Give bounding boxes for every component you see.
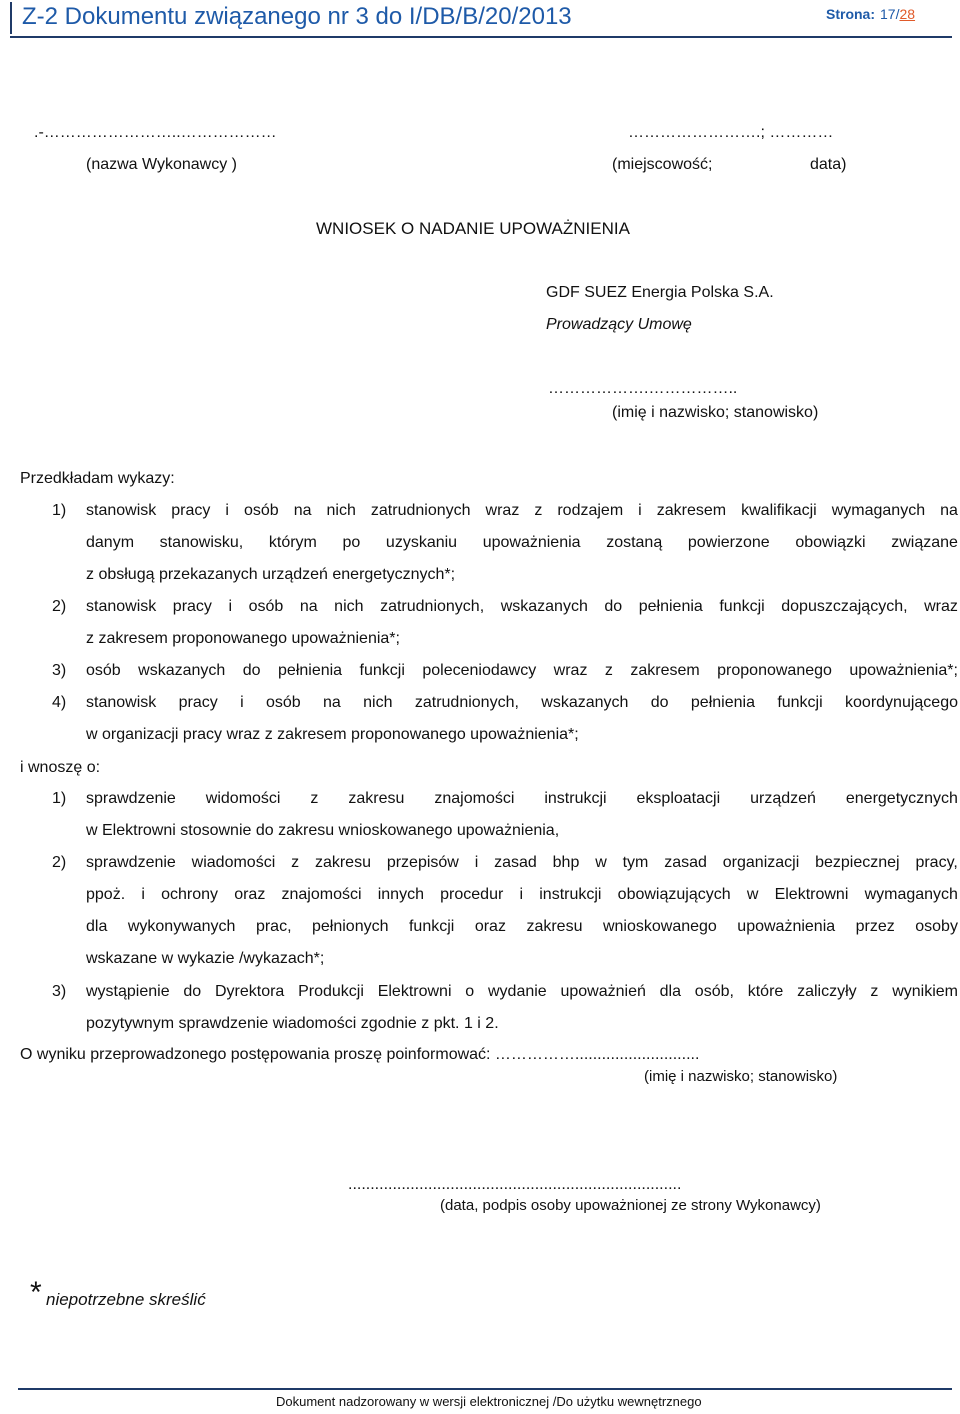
recipient-role: Prowadzący Umowę	[546, 316, 692, 333]
contractor-field-dots: .-……………………..………………	[34, 124, 277, 141]
inform-request: O wyniku przeprowadzonego postępowania proszę poinformować: ……………............................	[20, 1046, 700, 1063]
footnote-asterisk: *	[30, 1276, 42, 1309]
list-item-line: stanowisk pracy i osób na nich zatrudnionych, wskazanych do pełnienia funkcji koordynującego	[86, 694, 958, 711]
footnote-text: niepotrzebne skreślić	[46, 1290, 206, 1309]
date-label: data)	[810, 156, 847, 173]
page-number	[880, 6, 915, 22]
list-item-number: 3)	[52, 662, 67, 679]
list-item-number: 4)	[52, 694, 67, 711]
list-item-line: w Elektrowni stosownie do zakresu wnioskowanego upoważnienia,	[86, 822, 560, 839]
page-label: Strona:	[826, 6, 875, 22]
list-item-line: wskazane w wykazie /wykazach*;	[86, 950, 325, 967]
header-accent-bar	[10, 2, 12, 34]
contractor-label: (nazwa Wykonawcy )	[86, 156, 238, 173]
footer-note: Dokument nadzorowany w wersji elektronicznej /Do użytku wewnętrznego	[276, 1394, 702, 1409]
recipient-name-dots: ……………….……………..	[548, 380, 738, 397]
list-item-line: sprawdzenie wiadomości z zakresu przepisów i zasad bhp w tym zasad organizacji bezpiecznej pracy,	[86, 854, 958, 871]
recipient-name-label: (imię i nazwisko; stanowisko)	[612, 404, 819, 421]
page-current: 17/	[880, 6, 900, 22]
list-item-line: z zakresem proponowanego upoważnienia*;	[86, 630, 400, 647]
place-label: (miejscowość;	[612, 156, 713, 173]
list-item-line: osób wskazanych do pełnienia funkcji poleceniodawcy wraz z zakresem proponowanego upoważnienia*;	[86, 662, 958, 679]
list-item-line: z obsługą przekazanych urządzeń energetycznych*;	[86, 566, 456, 583]
place-date-field-dots: …………………….; …………	[628, 124, 834, 141]
list-item-line: stanowisk pracy i osób na nich zatrudnionych, wskazanych do pełnienia funkcji dopuszczających, wraz	[86, 598, 958, 615]
form-title: WNIOSEK O NADANIE UPOWAŻNIENIA	[316, 219, 630, 238]
section2-intro: i wnoszę o:	[20, 759, 101, 776]
list-item-number: 3)	[52, 983, 67, 1000]
signature-label: (data, podpis osoby upoważnionej ze strony Wykonawcy)	[440, 1197, 821, 1214]
list-item-number: 1)	[52, 790, 67, 807]
list-item-number: 2)	[52, 598, 67, 615]
section1-intro: Przedkładam wykazy:	[20, 470, 175, 487]
recipient-company: GDF SUEZ Energia Polska S.A.	[546, 284, 774, 301]
document-header-title: Z-2 Dokumentu związanego nr 3 do I/DB/B/20/2013	[22, 3, 572, 30]
inform-name-label: (imię i nazwisko; stanowisko)	[644, 1068, 838, 1085]
list-item-line: sprawdzenie widomości z zakresu znajomości instrukcji eksploatacji urządzeń energetycznych	[86, 790, 958, 807]
list-item-line: ppoż. i ochrony oraz znajomości innych procedur i instrukcji obowiązujących w Elektrowni wymaganych	[86, 886, 958, 903]
page-total: 28	[899, 6, 916, 22]
signature-dots: ...........................................................................	[348, 1176, 682, 1193]
list-item-line: wystąpienie do Dyrektora Produkcji Elektrowni o wydanie upoważnień dla osób, które zaliczyły z wynikiem	[86, 983, 958, 1000]
list-item-number: 2)	[52, 854, 67, 871]
list-item-line: dla wykonywanych prac, pełnionych funkcji oraz zakresu wnioskowanego upoważnienia przez osoby	[86, 918, 958, 935]
footer-divider	[18, 1388, 952, 1390]
list-item-number: 1)	[52, 502, 67, 519]
list-item-line: pozytywnym sprawdzenie wiadomości zgodnie z pkt. 1 i 2.	[86, 1015, 499, 1032]
list-item-line: stanowisk pracy i osób na nich zatrudnionych wraz z rodzajem i zakresem kwalifikacji wymaganych na	[86, 502, 958, 519]
header-divider	[10, 36, 952, 38]
list-item-line: w organizacji pracy wraz z zakresem proponowanego upoważnienia*;	[86, 726, 579, 743]
list-item-line: danym stanowisku, którym po uzyskaniu upoważnienia zostaną powierzone obowiązki związane	[86, 534, 958, 551]
